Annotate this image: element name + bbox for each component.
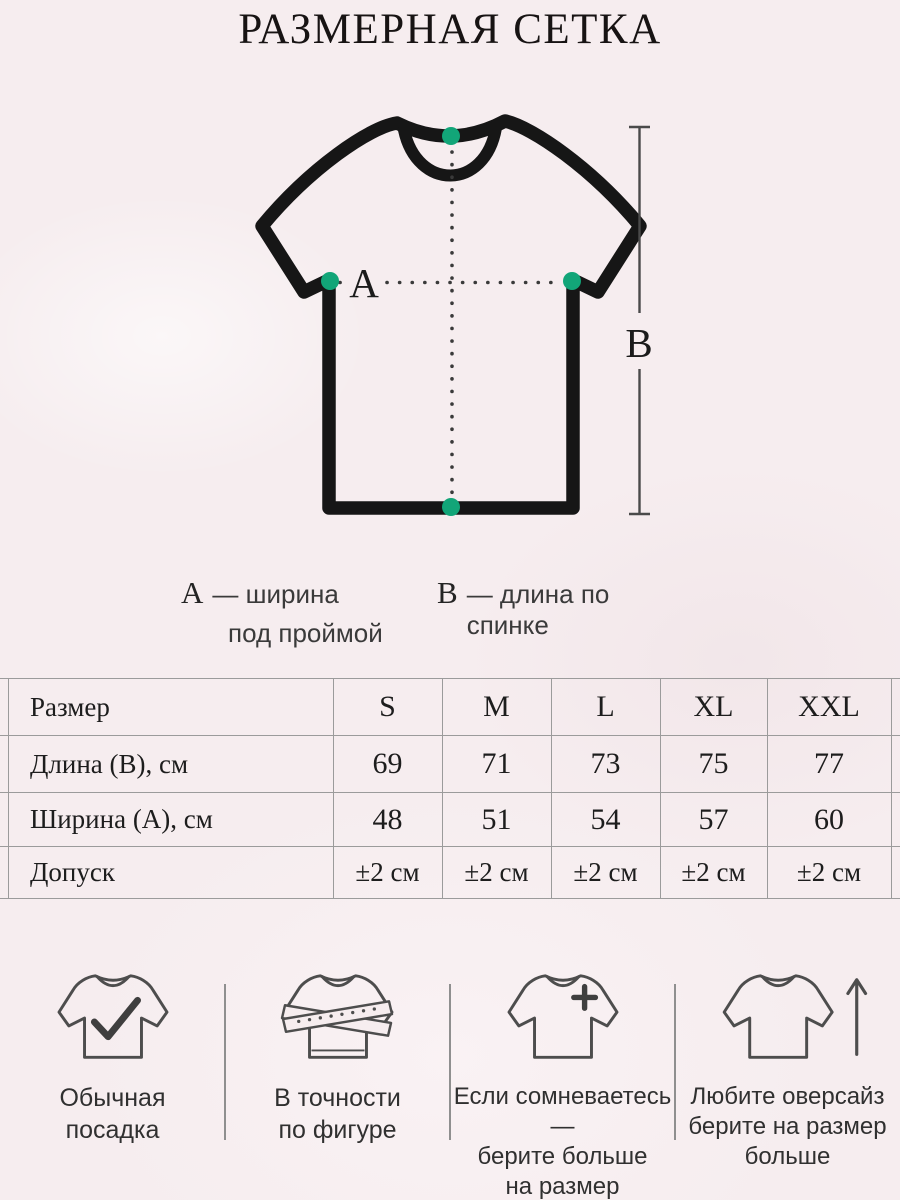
fit-option-oversize xyxy=(675,966,900,1172)
table-cell: 71 xyxy=(481,747,512,780)
plus-shirt-icon xyxy=(501,966,625,1074)
size-column-header: M xyxy=(483,690,510,723)
page-title: РАЗМЕРНАЯ СЕТКА xyxy=(238,6,662,53)
check-shirt-icon xyxy=(51,966,175,1074)
measure-point-left-armpit xyxy=(321,272,339,290)
table-cell: 73 xyxy=(590,747,621,780)
legend-a-letter: А xyxy=(181,575,204,610)
arrow-shirt-icon xyxy=(703,966,873,1074)
table-row-length xyxy=(8,736,891,792)
fit-option-exact xyxy=(225,966,450,1146)
fit-caption-line: больше xyxy=(744,1143,831,1170)
table-cell: 60 xyxy=(814,802,844,836)
table-row-tolerance xyxy=(8,847,891,898)
table-cell: 77 xyxy=(814,747,844,780)
table-cell: 75 xyxy=(698,747,729,780)
row-label: Ширина (А), см xyxy=(30,804,213,834)
table-cell: ±2 см xyxy=(355,857,420,887)
size-column-header: S xyxy=(379,690,396,723)
legend-width xyxy=(181,575,391,649)
legend-b-letter: В xyxy=(437,575,458,610)
table-cell: ±2 см xyxy=(796,857,862,887)
table-cell: 48 xyxy=(372,802,403,836)
row-label: Размер xyxy=(30,691,110,722)
fit-caption-line: посадка xyxy=(65,1116,160,1144)
fit-guide-divider xyxy=(674,984,676,1140)
table-header-row xyxy=(8,679,891,735)
table-row-width xyxy=(8,793,891,846)
row-label: Длина (В), см xyxy=(30,748,189,779)
measure-point-right-armpit xyxy=(563,272,581,290)
legend-b-text: — длина по спинке xyxy=(466,579,610,640)
fit-option-size-up xyxy=(450,966,675,1200)
size-column-header: XL xyxy=(693,690,734,723)
size-column-header: XXL xyxy=(798,690,860,723)
table-cell: 54 xyxy=(590,802,621,836)
fit-caption-line: В точности xyxy=(274,1084,401,1112)
fit-caption-line: Если сомневаетесь— xyxy=(453,1083,672,1140)
table-cell: ±2 см xyxy=(464,857,529,887)
legend-a-text2: под проймой xyxy=(228,618,383,648)
fit-caption-line: Любите оверсайз xyxy=(690,1083,885,1110)
table-cell: ±2 см xyxy=(573,857,638,887)
fit-caption-line: берите больше xyxy=(477,1143,648,1170)
measuring-tape-icon xyxy=(282,1001,392,1050)
plus-icon xyxy=(573,987,595,1009)
table-cell: ±2 см xyxy=(681,857,746,887)
tape-shirt-icon xyxy=(276,966,400,1074)
label-b: В xyxy=(625,320,653,366)
label-a: А xyxy=(349,260,379,306)
legend-a-text: — ширина xyxy=(212,579,339,609)
fit-caption-line: на размер xyxy=(505,1173,620,1200)
fit-caption-line: Обычная xyxy=(59,1084,166,1112)
fit-guide-divider xyxy=(449,984,451,1140)
row-label: Допуск xyxy=(30,857,115,887)
table-cell: 69 xyxy=(372,747,403,780)
fit-guide-divider xyxy=(224,984,226,1140)
table-cell: 51 xyxy=(481,802,512,836)
fit-option-regular xyxy=(0,966,225,1146)
legend-length xyxy=(437,575,697,641)
measure-point-hem xyxy=(442,498,460,516)
check-icon xyxy=(94,1000,137,1036)
tshirt-measurement-diagram xyxy=(195,92,700,552)
table-border xyxy=(0,898,900,899)
size-column-header: L xyxy=(596,690,615,723)
arrow-up-icon xyxy=(847,980,865,1055)
table-border xyxy=(891,679,892,898)
fit-caption-line: по фигуре xyxy=(278,1116,397,1144)
size-table xyxy=(0,678,900,899)
table-cell: 57 xyxy=(698,802,729,836)
fit-caption-line: берите на размер xyxy=(688,1113,887,1140)
measure-point-collar xyxy=(442,127,460,145)
